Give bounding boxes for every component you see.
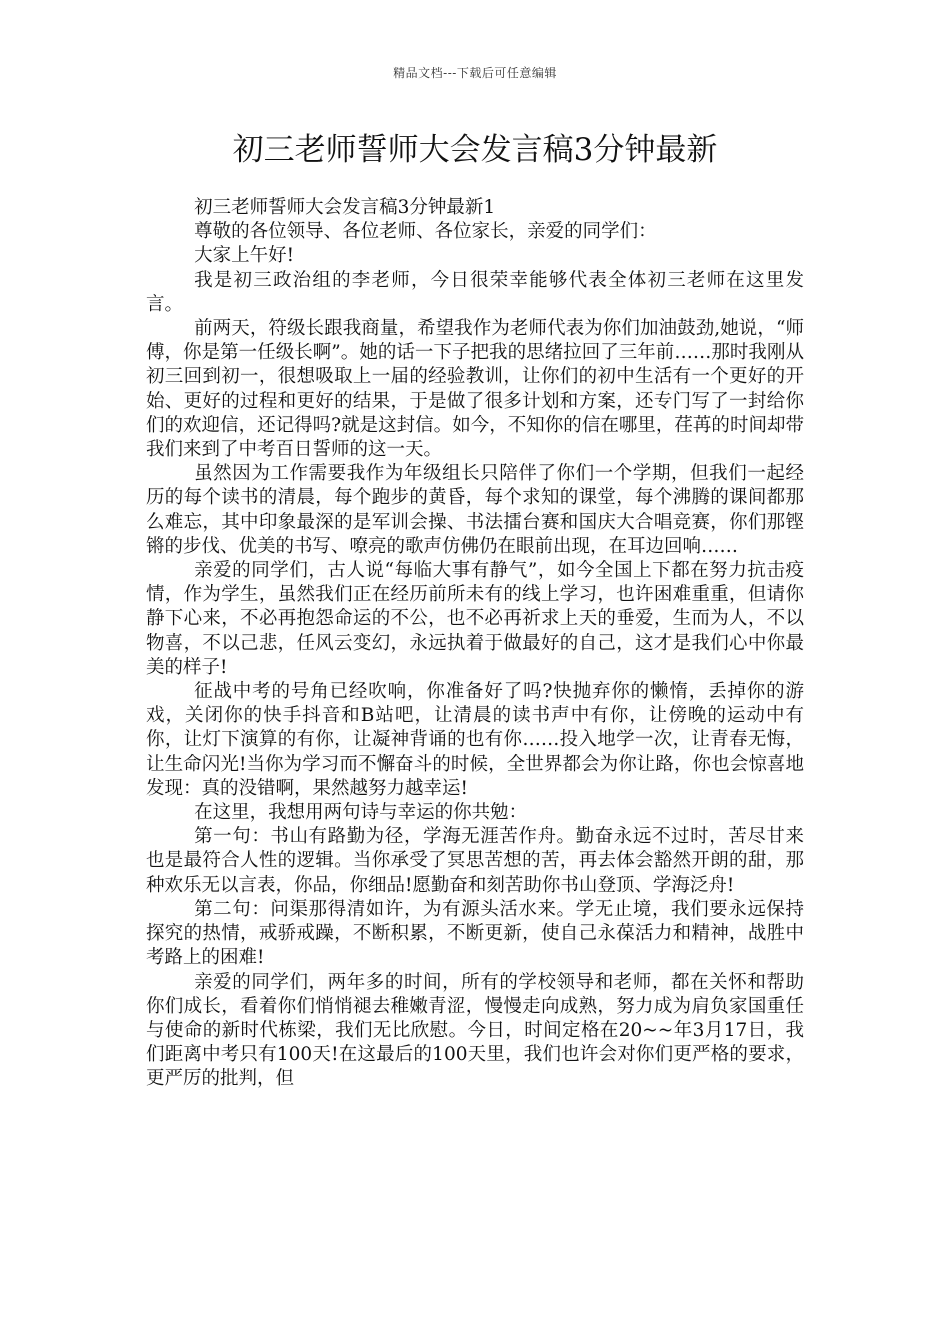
paragraph: 亲爱的同学们，两年多的时间，所有的学校领导和老师，都在关怀和帮助你们成长，看着你们悄悄褪去稚嫩青涩，慢慢走向成熟，努力成为肩负家国重任与使命的新时代栋梁，我们无比欣慰。今日，时间定格在20~~年3月17日，我们距离中考只有100天!在这最后的100天里，我们也许会对你们更严格的要求，更严厉的批判，但: [146, 971, 804, 1090]
document-body: [146, 196, 804, 1092]
paragraph: 在这里，我想用两句诗与幸运的你共勉：: [194, 802, 528, 824]
paragraph: 虽然因为工作需要我作为年级组长只陪伴了你们一个学期，但我们一起经历的每个读书的清晨，每个跑步的黄昏，每个求知的课堂，每个沸腾的课间都那么难忘，其中印象最深的是军训会操、书法擂台赛和国庆大合唱竞赛，你们那铿锵的步伐、优美的书写、嘹亮的歌声仿佛仍在眼前出现，在耳边回响……: [146, 463, 804, 557]
paragraph-salutation: 尊敬的各位领导、各位老师、各位家长，亲爱的同学们：: [194, 221, 657, 243]
header-note: 精品文档---下载后可任意编辑: [393, 66, 557, 80]
paragraph: 第一句：书山有路勤为径，学海无涯苦作舟。勤奋永远不过时，苦尽甘来也是最符合人性的逻辑。当你承受了冥思苦想的苦，再去体会豁然开朗的甜，那种欢乐无以言表，你品，你细品!愿勤奋和刻苦助你书山登顶、学海泛舟!: [146, 826, 804, 896]
paragraph: 亲爱的同学们，古人说“每临大事有静气”，如今全国上下都在努力抗击疫情，作为学生，虽然我们正在经历前所未有的线上学习，也许困难重重，但请你静下心来，不必再抱怨命运的不公，也不必再祈求上天的垂爱，生而为人，不以物喜，不以己悲，任风云变幻，永远执着于做最好的自己，这才是我们心中你最美的样子!: [146, 560, 804, 678]
document-title: 初三老师誓师大会发言稿3分钟最新: [232, 132, 718, 168]
paragraph: 我是初三政治组的李老师，今日很荣幸能够代表全体初三老师在这里发言。: [146, 269, 804, 315]
paragraph: 前两天，符级长跟我商量，希望我作为老师代表为你们加油鼓劲,她说，“师傅，你是第一任级长啊”。她的话一下子把我的思绪拉回了三年前……那时我刚从初三回到初一，很想吸取上一届的经验教训，让你们的初中生活有一个更好的开始、更好的过程和更好的结果，于是做了很多计划和方案，还专门写了一封给你们的欢迎信，还记得吗?就是这封信。如今，不知你的信在哪里，荏苒的时间却带我们来到了中考百日誓师的这一天。: [146, 318, 804, 461]
paragraph: 征战中考的号角已经吹响，你准备好了吗?快抛弃你的懒惰，丢掉你的游戏，关闭你的快手抖音和B站吧，让清晨的读书声中有你，让傍晚的运动中有你，让灯下演算的有你，让凝神背诵的也有你……投入地学一次，让青春无悔，让生命闪光!当你为学习而不懈奋斗的时候，全世界都会为你让路，你也会惊喜地发现：真的没错啊，果然越努力越幸运!: [146, 681, 805, 799]
paragraph-greeting: 大家上午好!: [194, 245, 295, 267]
paragraph-subtitle: 初三老师誓师大会发言稿3分钟最新1: [194, 197, 496, 218]
paragraph: 第二句：问渠那得清如许，为有源头活水来。学无止境，我们要永远保持探究的热情，戒骄戒躁，不断积累，不断更新，使自己永葆活力和精神，战胜中考路上的困难!: [146, 898, 804, 969]
